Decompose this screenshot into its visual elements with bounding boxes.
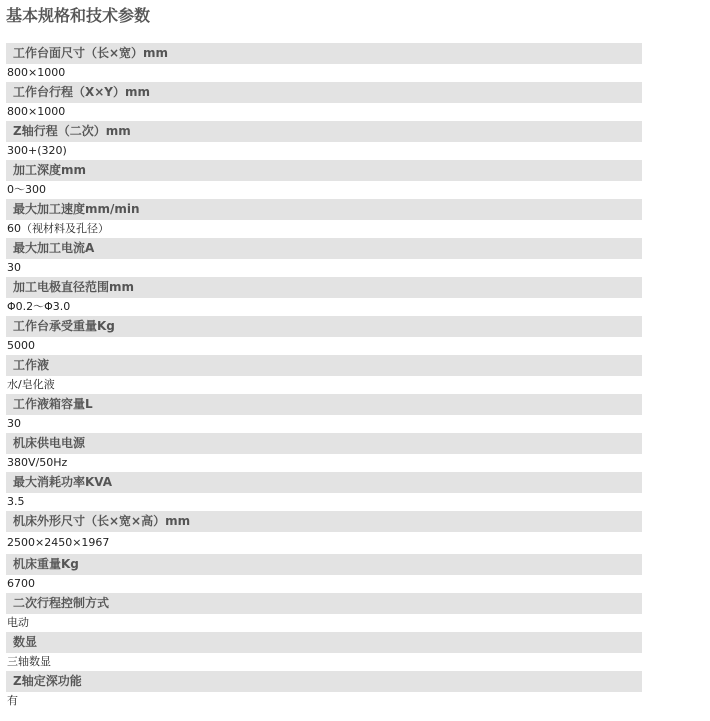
spec-value: 三轴数显: [7, 655, 51, 668]
spec-row-secondary-travel-control: [6, 593, 642, 632]
spec-label: 工作台承受重量Kg: [6, 316, 642, 337]
spec-label: 机床供电电源: [6, 433, 642, 454]
spec-row-z-travel: [6, 121, 642, 160]
spec-label: 最大加工电流A: [6, 238, 642, 259]
spec-value: 30: [7, 261, 21, 274]
spec-value: 3.5: [7, 495, 25, 508]
spec-label: 机床外形尺寸（长×宽×高）mm: [6, 511, 642, 532]
spec-value: 水/皂化液: [7, 378, 55, 391]
spec-row-max-power: [6, 472, 642, 511]
spec-label: 机床重量Kg: [6, 554, 642, 575]
spec-row-digital-readout: [6, 632, 642, 671]
spec-value: 0～300: [7, 183, 46, 196]
spec-row-power-supply: [6, 433, 642, 472]
spec-row-machine-dimensions: [6, 511, 642, 554]
spec-value: 30: [7, 417, 21, 430]
spec-label: 数显: [6, 632, 642, 653]
spec-value: 60（视材料及孔径）: [7, 222, 109, 235]
spec-row-electrode-range: [6, 277, 642, 316]
spec-row-machining-depth: [6, 160, 642, 199]
spec-row-table-load: [6, 316, 642, 355]
spec-label: Z轴行程（二次）mm: [6, 121, 642, 142]
spec-row-working-fluid: [6, 355, 642, 394]
spec-value: 380V/50Hz: [7, 456, 68, 469]
spec-label: 最大消耗功率KVA: [6, 472, 642, 493]
spec-row-tank-capacity: [6, 394, 642, 433]
spec-table: [6, 43, 642, 710]
spec-value: Φ0.2～Φ3.0: [7, 300, 71, 313]
spec-value: 5000: [7, 339, 35, 352]
spec-label: 最大加工速度mm/min: [6, 199, 642, 220]
spec-label: 工作台面尺寸（长×宽）mm: [6, 43, 642, 64]
spec-row-z-depth-function: [6, 671, 642, 710]
spec-value: 800×1000: [7, 105, 66, 118]
spec-value: 800×1000: [7, 66, 66, 79]
spec-label: Z轴定深功能: [6, 671, 642, 692]
spec-label: 加工电极直径范围mm: [6, 277, 642, 298]
spec-label: 工作台行程（X×Y）mm: [6, 82, 642, 103]
spec-label: 加工深度mm: [6, 160, 642, 181]
spec-value: 6700: [7, 577, 35, 590]
spec-value: 有: [7, 694, 18, 707]
spec-label: 二次行程控制方式: [6, 593, 642, 614]
spec-label: 工作液: [6, 355, 642, 376]
spec-label: 工作液箱容量L: [6, 394, 642, 415]
spec-value: 2500×2450×1967: [7, 536, 110, 549]
spec-row-table-travel: [6, 82, 642, 121]
spec-row-table-size: [6, 43, 642, 82]
spec-row-max-speed: [6, 199, 642, 238]
spec-value: 电动: [7, 616, 29, 629]
spec-value: 300+(320): [7, 144, 67, 157]
spec-row-machine-weight: [6, 554, 642, 593]
page-title: 基本规格和技术参数: [6, 6, 151, 25]
spec-row-max-current: [6, 238, 642, 277]
